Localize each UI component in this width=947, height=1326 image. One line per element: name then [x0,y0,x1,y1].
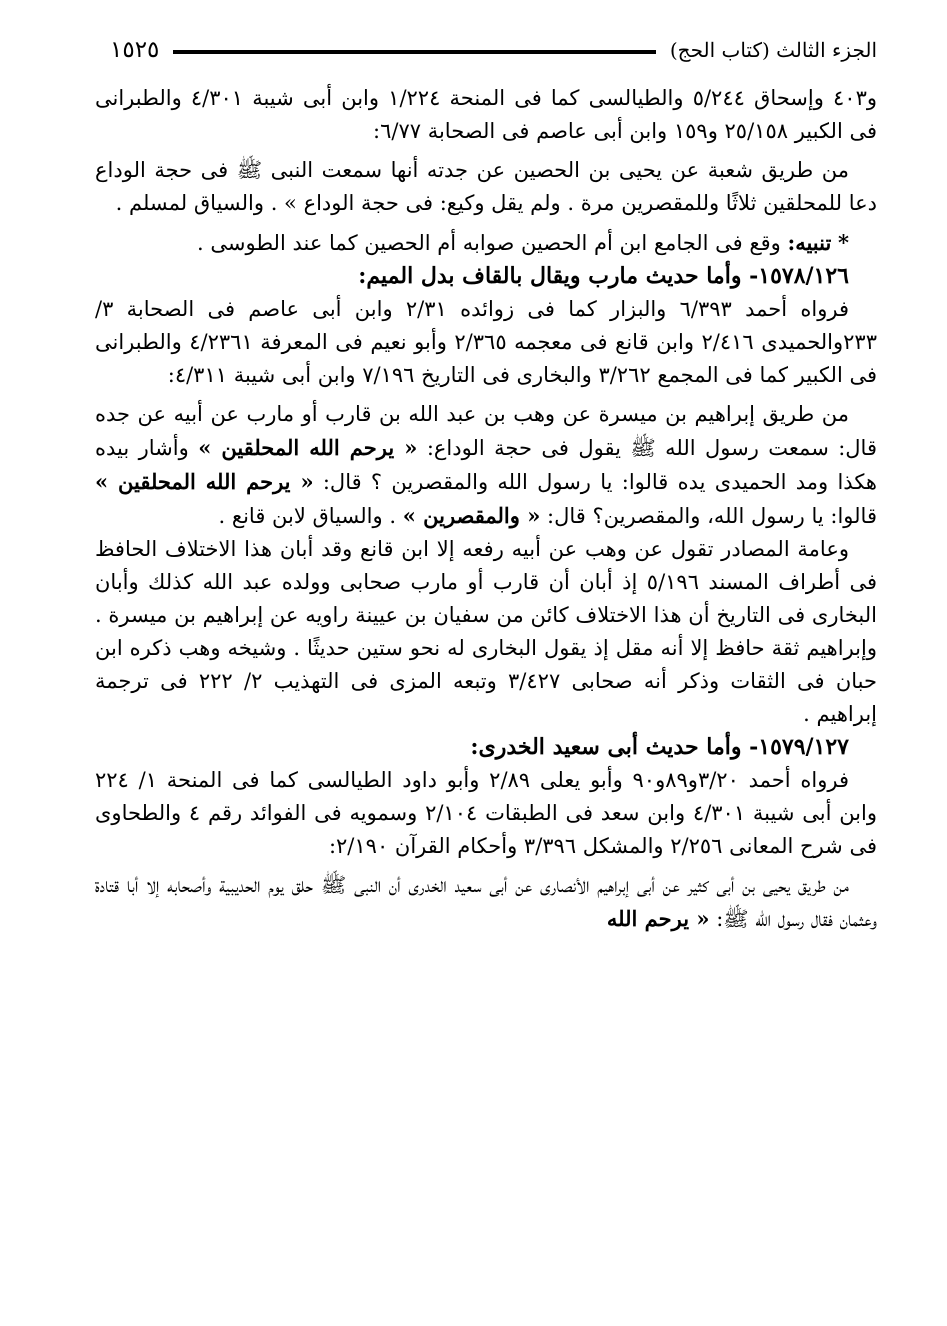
chain-text-3a: من طريق يحيى بن أبى كثير عن أبى إبراهيم الأنصارى عن أبى سعيد الخدرى أن النبى ﷺ حلق يوم الحديبية وأصحابه إلا أبا قتادة وعثمان فقال رسول الله ﷺ: [95,873,877,931]
hadith-quote-2: « يرحم الله المحلقين » [95,469,314,494]
chain-text-c: وأشار بيده هكذا ومد الحميدى يده قالوا: يا رسول الله والمقصرين ؟ قال: [95,436,877,494]
note-paragraph [95,226,877,260]
note-text: وقع فى الجامع ابن أم الحصين صوابه أم الحصين كما عند الطوسى . [197,231,781,255]
running-title: الجزء الثالث (كتاب الحج) [669,38,877,62]
chain-text-a: من طريق إبراهيم بن ميسرة عن وهب بن عبد الله بن قارب أو مارب عن أبيه عن جده قال: سمعت رسول الله ﷺ يقول فى حجة الوداع: [95,402,877,460]
section-heading-1578: ١٥٧٨/١٢٦- وأما حديث مارب ويقال بالقاف بدل الميم: [358,263,849,289]
paragraph-sources-2: فرواه أحمد ٦/٣٩٣ والبزار كما فى زوائده ٢/٣١ وابن أبى عاصم فى الصحابة ٣/ ٢٣٣والحميدى ٢/٤١٦ وابن قانع فى معجمه ٢/٣٦٥ وأبو نعيم فى المعرفة ٤/٢٣٦١ والطبرانى فى الكبير كما فى المجمع ٣/٢٦٢ والبخارى فى التاريخ ٧/١٩٦ وابن أبى شيبة ٤/٣١١: [95,297,877,387]
paragraph-sources-1: و٤٠٣ وإسحاق ٥/٢٤٤ والطيالسى كما فى المنحة ١/٢٢٤ وابن أبى شيبة ٤/٣٠١ والطبرانى فى الكبير ٢٥/١٥٨ و١٥٩ وابن أبى عاصم فى الصحابة ٦/٧٧: [95,86,878,143]
hadith-quote-3: « والمقصرين » [402,503,541,528]
hadith-quote-1: « يرحم الله المحلقين » [198,435,418,460]
hadith-quote-4: « يرحم الله [606,906,710,931]
note-star: * [838,230,849,255]
page-number: ١٥٢٥ [110,37,160,63]
paragraph-commentary: وعامة المصادر تقول عن وهب عن أبيه رفعه إلا ابن قانع وقد أبان هذا الاختلاف الحافظ فى أطراف المسند ٥/١٩٦ إذ أبان أن قارب أو مارب صحابى وولده عبد الله كذلك وأبان البخارى فى التاريخ أن هذا الاختلاف كائن من سفيان بن عيينة راويه عن إبراهيم بن ميسرة . وإبراهيم ثقة حافظ إلا أنه مقل إذ يقول البخارى له نحو ستين حديثًا . وشيخه وهب ذكره ابن حبان فى الثقات وذكر أنه صحابى ٣/٤٢٧ وتبعه المزى فى التهذيب ٢/ ٢٢٢ فى ترجمة إبراهيم . [95,537,878,726]
paragraph-chain-1: من طريق شعبة عن يحيى بن الحصين عن جدته أنها سمعت النبى ﷺ فى حجة الوداع دعا للمحلقين ثلاثًا وللمقصرين مرة . ولم يقل وكيع: فى حجة الوداع » . والسياق لمسلم . [95,158,877,215]
paragraph-sources-3: فرواه أحمد ٣/٢٠و٨٩و٩٠ وأبو يعلى ٢/٨٩ وأبو داود الطيالسى كما فى المنحة ١/ ٢٢٤ وابن أبى شيبة ٤/٣٠١ وابن سعد فى الطبقات ٢/١٠٤ وسمويه فى الفوائد رقم ٤ والطحاوى فى شرح المعانى ٢/٢٥٦ والمشكل ٣/٣٩٦ وأحكام القرآن ٢/١٩٠: [95,768,878,858]
chain-text-g: . والسياق لابن قانع . [218,504,397,528]
note-label: تنبيه: [787,230,832,255]
section-heading-1579: ١٥٧٩/١٢٧- وأما حديث أبى سعيد الخدرى: [470,734,849,760]
page-header [110,30,877,70]
paragraph-chain-2 [95,398,877,533]
page-body [95,82,877,936]
header-rule [173,50,655,54]
chain-text-e: قالوا: يا رسول الله، والمقصرين؟ قال: [547,504,877,528]
paragraph-chain-3 [95,869,877,936]
